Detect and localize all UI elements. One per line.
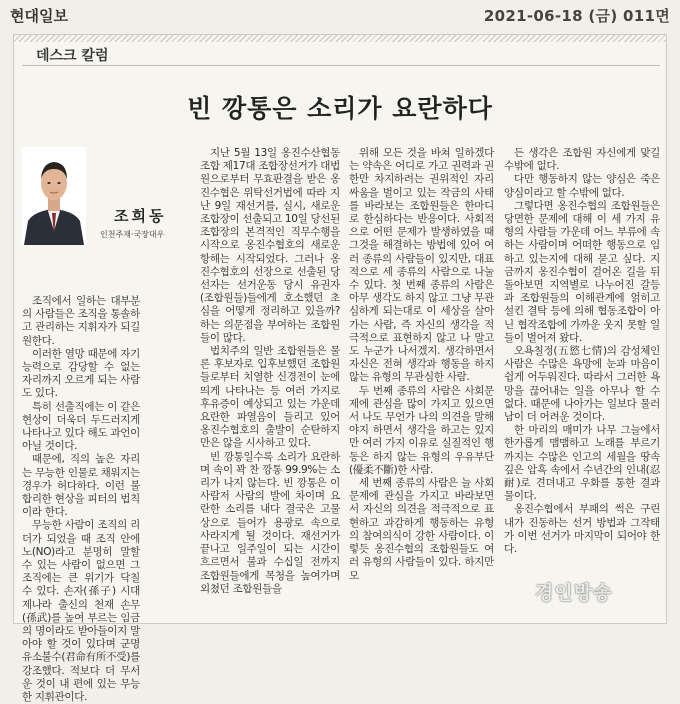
article-column-1 [22, 295, 141, 704]
issue-date: 2021-06-18 (금) 011면 [483, 6, 670, 25]
article-column-2 [200, 147, 340, 623]
paragraph: 두 번째 종류의 사람은 사회문제에 관심을 많이 가지고 있으면서 나도 무언가 나의 의견을 말해야지 하면서 생각을 하고는 있지만 여러 가지 이유로 실질적인 행동은 하지 않는 유형의 우유부단(優柔不斷)한 사람. [349, 384, 494, 476]
paragraph: 지난 5월 13일 옹진수산협동조합 제17대 조합장선거가 대법원으로부터 무효판결을 받은 옹진수협은 위탁선거법에 따라 지난 9일 재선거를, 실시, 새로운 조합장이 선출되고 10일 당선된 조합장의 본격적인 직무수행을 시작으로 옹진수협호의 새로운 항해는 시작되었다. 그러나 옹진수협호의 선장으로 선출된 당선자는 선거운동 당시 유권자(조합원들)들에게 호소했던 초심을 어떻게 정리하고 있을까? 하는 의문점을 부여하는 조합원들이 많다. [200, 147, 340, 344]
author-title: 인천주재·국장대우 [100, 230, 165, 239]
paragraph: 다만 행동하지 않는 양심은 죽은 양심이라고 할 수밖에 없다. [504, 173, 660, 199]
paragraph: 한 마리의 매미가 나무 그늘에서 한가롭게 맴맴하고 노래를 부르기까지는 수많은 인고의 세월을 땅속 깊은 암흑 속에서 수년간의 인내(忍耐)로 견뎌내고 우화를 통한 결과 물이다. [504, 424, 660, 503]
hatch-border [14, 35, 666, 42]
paragraph: 이러한 열망 때문에 자기 능력으로 감당할 수 없는 자리까지 오르게 되는 사람도 있다. [22, 347, 140, 400]
paragraph: 조직에서 일하는 대부분의 사람들은 조직을 통솔하고 관리하는 지휘자가 되길 원한다. [22, 295, 140, 347]
paragraph: 때문에, 직의 높은 자리는 무능한 인물로 채워지는 경우가 허다하다. 이런 불합리한 현상을 피터의 법칙이라 한다. [22, 453, 140, 519]
column-label: 데스크 칼럼 [36, 48, 109, 64]
article-column-3 [349, 147, 494, 623]
paragraph: 그렇다면 옹진수협의 조합원들은 당면한 문제에 대해 이 세 가지 유형의 사람들 가운데 어느 부류에 속하는 사람이며 어떠한 행동으로 임하고 있는지에 대해 묻고 싶다. 지금까지 옹진수협이 걸어온 길을 뒤돌아보면 지역별로 나누어진 갈등과 조합원들의 이해관계에 얽히고 설킨 결탁 등에 의해 협동조합이 아닌 협작조합에 가까운 웃지 못할 일들이 벌어져 왔다. [504, 199, 660, 344]
headline: 빈 깡통은 소리가 요란하다 [187, 94, 493, 123]
page-header [0, 0, 680, 30]
article-column-4 [504, 147, 660, 623]
paragraph: 법치주의 일반 조합원들은 물론 후보자로 입후보했던 조합원들로부터 치열한 신경전이 눈에 띄게 나타나는 등 여러 가지로 후유증이 예상되고 있는 가운데 요란한 파열음이 들리고 있어 옹진수협호의 출발이 순탄하지만은 않을 시사하고 있다. [200, 345, 340, 450]
paragraph: 특히 선출직에는 이 같은 현상이 더욱더 두드러지게 나타나고 있다 해도 과언이 아닐 것이다. [22, 400, 140, 453]
paragraph: 든 생각은 조합원 자신에게 맞길 수밖에 없다. [504, 147, 660, 173]
newspaper-name: 현대일보 [10, 6, 68, 25]
paragraph: 오욕칠정(五慾七情)의 감성체인 사람은 수많은 욕망에 눈과 마음이 쉽게 어두워진다. 따라서 그러한 욕망을 끊어내는 일을 아무나 할 수 없다. 때문에 나아가는 일보다 물러남이 더 어려운 것이다. [504, 345, 660, 424]
divider [22, 65, 660, 66]
paragraph: 세 번째 종류의 사람은 늘 사회문제에 관심을 가지고 바라보면서 자신의 의견을 적극적으로 표현하고 과감하게 행동하는 유형의 참여의식이 강한 사람이다. 이렇듯 옹진수협의 조합원들도 여러 유형의 사람들이 있다. 하지만 모 [349, 477, 494, 582]
watermark: 경인방송 [535, 582, 613, 604]
author-photo [22, 147, 86, 245]
paragraph: 빈 깡통일수록 소리가 요란하며 속이 꽉 찬 깡통 99.9%는 소리가 나지 않는다. 빈 깡통은 이 사람저 사람의 발에 차이며 요란한 소리를 내다 결국은 고물상으로 들어가 용광로 속으로 사라지게 될 것이다. 재선거가 끝나고 일주일이 되는 시간이 흐르면서 불과 수십일 전까지 조합원들에게 목청을 높여가며 외쳤던 조합원들을 [200, 450, 340, 595]
paragraph: 옹진수협에서 부패의 썩은 구린내가 진동하는 선거 방법과 그작태가 이번 선거가 마지막이 되어야 한다. [504, 503, 660, 556]
article-frame [13, 34, 667, 704]
paragraph: 위해 모든 것을 바쳐 일하겠다는 약속은 어디로 가고 권력과 권한만 차지하려는 권위적인 자리싸움을 벌이고 있는 작금의 사태를 바라보는 조합원들은 한마디로 한심하다는 반응이다. 사회적으로 어떤 문제가 발생하였을 때 그것을 해결하는 방법에 있어 여러 종류의 사람들이 있지만, 대표적으로 세 종류의 사람으로 나눌 수 있다. 첫 번째 종류의 사람은 아무 생각도 하지 않고 그냥 무관심하게 되는대로 이 세상을 살아가는 사람, 즉 자신의 생각을 적극적으로 표현하지 않고 나 말고도 누군가 나서겠지. 생각하면서 자신은 전혀 생각과 행동을 하지 않는 유형의 무관심한 사람. [349, 147, 494, 384]
byline [22, 147, 182, 287]
author-name: 조희동 [114, 207, 167, 225]
paragraph: 무능한 사람이 조직의 리더가 되었을 때 조직 안에 노(NO)라고 분명히 말할 수 있는 사람이 없으면 그 조직에는 큰 위기가 닥칠 수 있다. 손자(孫子) 시대 제나라 출신의 천재 손무(孫武)를 높여 부르는 임금의 명이라도 받아들이지 말아야 할 것이 있다며 군명유소불수(君命有所不受)를 강조했다. 적보다 더 무서운 것이 내 편에 있는 무능한 지휘관이다. [22, 519, 141, 704]
